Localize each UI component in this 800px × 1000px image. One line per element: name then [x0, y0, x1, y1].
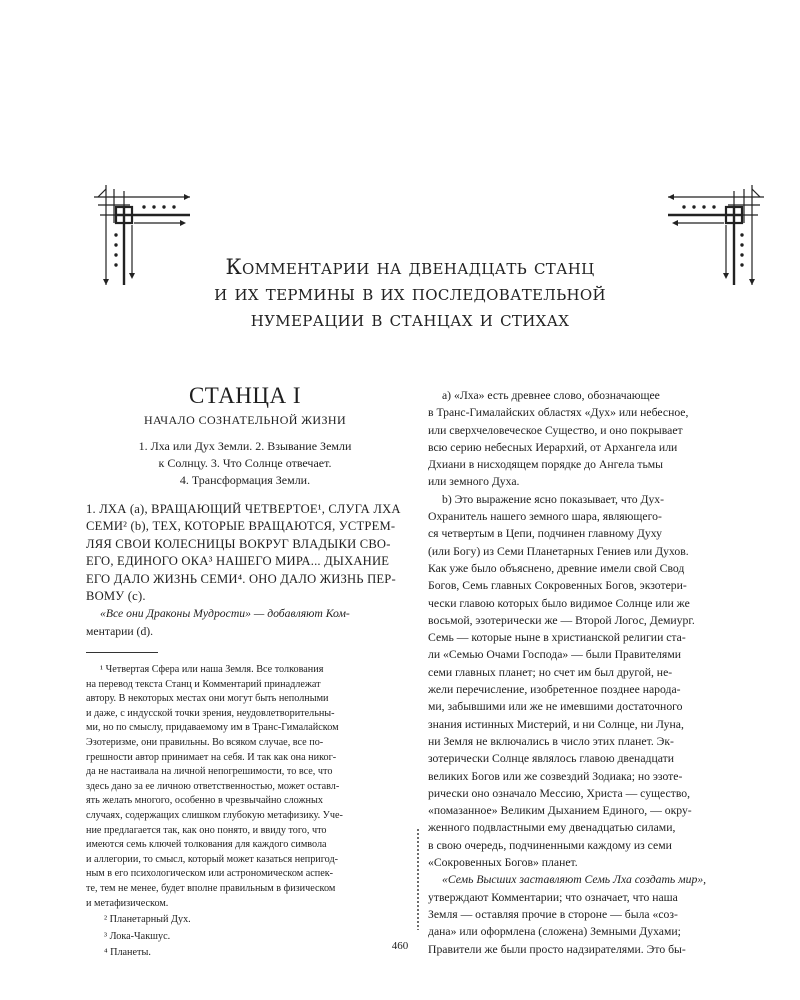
chapter-heading-line-2: и их термины в их последовательной [214, 281, 606, 305]
footnote-line: ми, но по смыслу, придаваемому им в Транс-Гималайском [86, 722, 339, 734]
body-line: в свою очередь, подчиненными каждому из семи [428, 838, 672, 852]
chapter-heading-line-3: нумерации в станцах и стихах [250, 307, 570, 331]
body-line: или земного Духа. [428, 475, 520, 489]
body-line: зотерически Солнце являлось главою двенадцати [428, 752, 674, 766]
verse-line: ЕГО, ЕДИНОГО ОКА³ НАШЕГО МИРА... ДЫХАНИЕ [86, 554, 390, 569]
body-line: великих Богов или же созвездий Зодиака; но эзоте- [428, 769, 683, 783]
quote-line: ментарии (d). [86, 624, 154, 638]
contents-line: 4. Трансформация Земли. [179, 473, 311, 487]
body-line: a) «Лха» есть древнее слово, обозначающее [442, 389, 660, 402]
stanza-verse [86, 501, 404, 605]
body-line: ми, забывшими или же не имевшими достаточного [428, 700, 683, 714]
body-line: Охранитель нашего земного шара, являющего- [428, 510, 662, 524]
body-line: женного подвластными ему двенадцатью силами, [428, 821, 676, 835]
body-line: знания истинных Мистерий, и ни Солнце, ни Луна, [428, 717, 684, 731]
footnote-2: ² Планетарный Дух. [104, 914, 191, 926]
verse-line: СЕМИ² (b), ТЕХ, КОТОРЫЕ ВРАЩАЮТСЯ, УСТРЕМ- [86, 519, 396, 534]
body-line: Правители же были просто надзирателями. Это бы- [428, 942, 686, 956]
footnote-line: на перевод текста Станц и Комментарий принадлежат [86, 678, 321, 690]
body-line: (или Богу) из Семи Планетарных Гениев или Духов. [428, 544, 689, 558]
body-line: b) Это выражение ясно показывает, что Дух- [442, 492, 665, 506]
body-line: семи главных планет; но счет им был другой, не- [428, 665, 673, 679]
footnote-line: ным в его психологическом или астрономическом аспек- [86, 868, 334, 880]
body-line: Дхиани в нисходящем порядке до Ангела тьмы [428, 458, 664, 472]
right-column [428, 387, 748, 958]
body-line: дана» или оформлена (сложена) Земными Духами; [428, 925, 681, 939]
verse-line: ВОМУ (c). [86, 589, 146, 604]
verse-line: ЕГО ДАЛО ЖИЗНЬ СЕМИ⁴. ОНО ДАЛО ЖИЗНЬ ПЕР- [86, 571, 396, 586]
body-line: в Транс-Гималайских областях «Дух» или небесное, [428, 406, 689, 420]
footnote-line: автору. В некоторых местах они могут быть неполными [86, 693, 329, 705]
footnote-line: да не настаивала на личной непогрешимости, то все, что [86, 766, 333, 778]
body-line: ли «Семью Очами Господа» — были Правителями [428, 648, 681, 662]
body-line: рически оно означало Мессию, Христа — существо, [428, 786, 691, 800]
footnote-line: ¹ Четвертая Сфера или наша Земля. Все толкования [100, 664, 324, 676]
footnote-line: ять желать многого, особенно в чрезвычайно сложных [86, 795, 323, 807]
corner-ornament-right-icon [668, 185, 764, 285]
body-line: или сверхчеловеческое Существо, и оно покрывает [428, 423, 683, 437]
stanza-contents [86, 438, 404, 489]
body-line: утверждают Комментарии; что означает, что наша [428, 890, 678, 904]
footnote-line: те, тем не менее, будет вполне правильным в физическом [86, 882, 336, 894]
left-column [86, 382, 404, 961]
body-line: ни Земля не включались в число этих планет. Эк- [428, 734, 674, 748]
body-line: ся четвертым в Цепи, подчинен главному Духу [428, 527, 662, 541]
footnote-line: и метафизическом. [86, 897, 169, 909]
quote-line: «Все они Драконы Мудрости» — добавляют Ком- [100, 607, 350, 621]
body-line: Семь — которые ныне в христианской религии ста- [428, 631, 686, 645]
footnote-line: здесь дано за ее личною ответственностью, может оставл- [86, 780, 340, 792]
page-number: 460 [391, 940, 409, 952]
stanza-title: СТАНЦА I [188, 383, 302, 408]
footnote-line: грешности автор принимает на себя. И так как она никог- [86, 751, 337, 763]
body-line: Земля — оставляя прочие в стороне — была «соз- [428, 907, 678, 921]
dotted-column-separator [417, 828, 419, 930]
commentary-quote [86, 605, 404, 640]
body-line: всю серию небесных Иерархий, от Архангела или [428, 440, 678, 454]
footnote-divider [86, 652, 158, 653]
footnote-line: Эзотеризме, они правильны. Во всяком случае, все по- [86, 737, 324, 748]
verse-line: 1. ЛХА (a), ВРАЩАЮЩИЙ ЧЕТВЕРТОЕ¹, СЛУГА ЛХА [86, 502, 401, 516]
body-line: жели перечисление, изобретенное позднее народа- [428, 683, 681, 697]
contents-line: 1. Лха или Дух Земли. 2. Взывание Земли [138, 439, 352, 453]
footnote-4: ⁴ Планеты. [104, 947, 151, 959]
body-line: чески главою которых было видимое Солнце или же [428, 596, 690, 610]
body-line: «помазанное» Великим Дыханием Единого, — окру- [428, 804, 692, 818]
chapter-heading-line-1: Комментарии на двенадцать станц [225, 255, 595, 279]
footnote-line: и аллегории, то смысл, который может казаться непригод- [86, 853, 339, 865]
chapter-heading [160, 254, 660, 332]
body-line: «Сокровенных Богов» планет. [428, 856, 578, 870]
footnote-3: ³ Лока-Чакшус. [104, 930, 171, 942]
stanza-subtitle: НАЧАЛО СОЗНАТЕЛЬНОЙ ЖИЗНИ [143, 413, 347, 427]
body-line: «Семь Высших заставляют Семь Лха создать мир», [442, 873, 707, 887]
footnote-line: случаях, содержащих слишком глубокую метафизику. Уче- [86, 809, 343, 821]
footnote-line: имеются семь ключей толкования для каждого символа [86, 839, 327, 851]
body-line: Богов, Семь главных Сокровенных Богов, экзотери- [428, 579, 687, 593]
contents-line: к Солнцу. 3. Что Солнце отвечает. [158, 456, 332, 470]
footnote-line: ние предлагается так, как оно понято, и ввиду того, что [86, 824, 327, 836]
body-line: Как уже было объяснено, древние имели свой Свод [428, 561, 685, 575]
footnote-line: и даже, с индусской точки зрения, неудовлетворительны- [86, 707, 335, 719]
verse-line: ЛЯЯ СВОИ КОЛЕСНИЦЫ ВОКРУГ ВЛАДЫКИ СВО- [86, 536, 391, 551]
footnotes [86, 663, 404, 961]
body-line: восьмой, эзотерически же — Второй Логос, Демиург. [428, 613, 695, 627]
